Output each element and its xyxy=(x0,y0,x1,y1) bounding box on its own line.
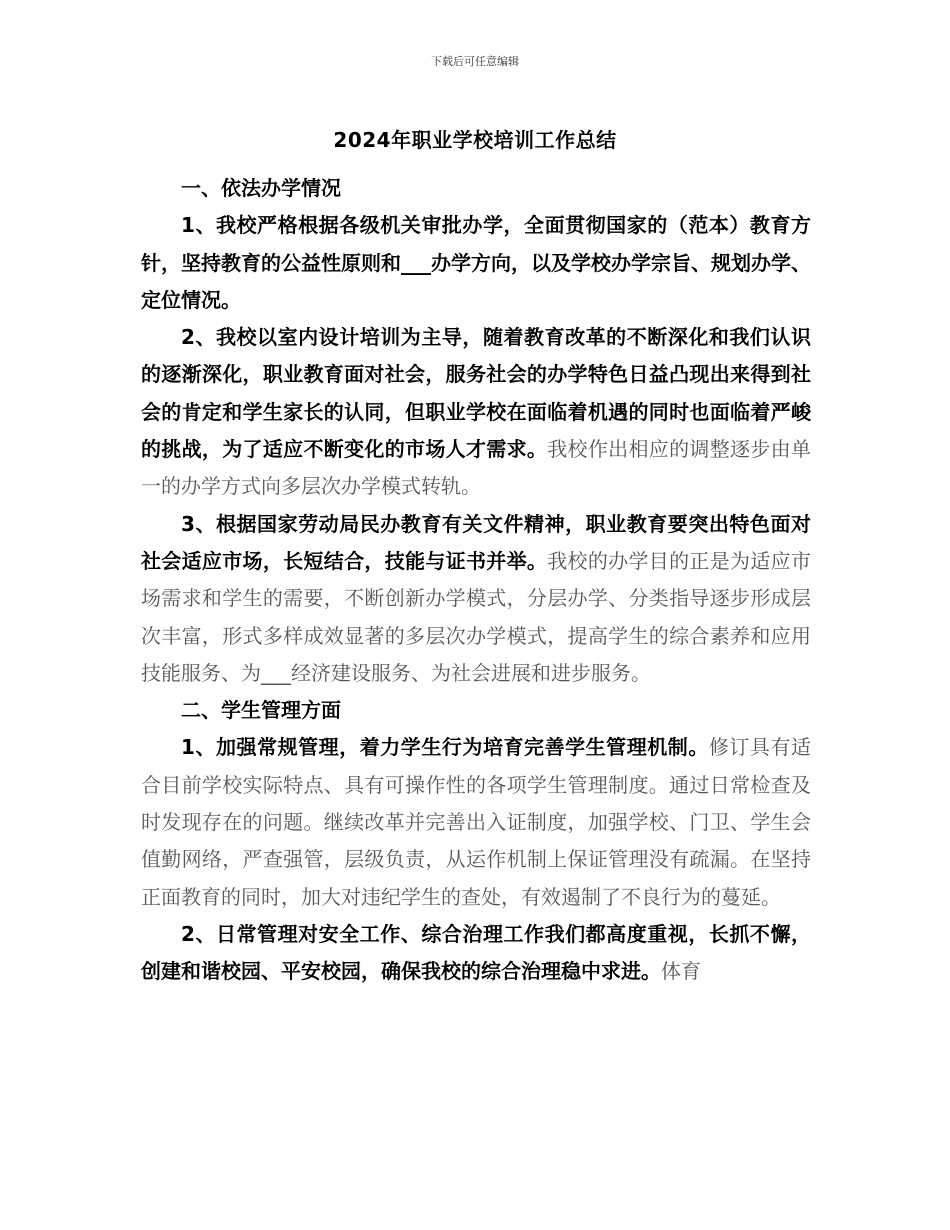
document-body xyxy=(141,170,811,991)
paragraph xyxy=(141,916,811,991)
paragraph-light-text: 体育 xyxy=(661,959,701,984)
section-heading: 一、依法办学情况 xyxy=(181,176,341,200)
section-heading: 二、学生管理方面 xyxy=(181,698,341,723)
document-title: 2024年职业学校培训工作总结 xyxy=(333,128,617,152)
paragraph-light-text: 修订具有适合目前学校实际特点、具有可操作性的各项学生管理制度。通过日常检查及时发现存在的问题。继续改革并完善出入证制度，加强学校、门卫、学生会值勤网络，严查强管，层级负责，从运作机制上保证管理没有疏漏。在坚持正面教育的同时，加大对违纪学生的查处，有效遏制了不良行为的蔓延。 xyxy=(141,735,812,909)
paragraph-strong-text: 1、我校严格根据各级机关审批办学，全面贯彻国家的（范本）教育方针，坚持教育的公益性原则和___办学方向，以及学校办学宗旨、规划办学、定位情况。 xyxy=(141,213,811,312)
paragraph-light-text: 我校作出相应的调整逐步由单一的办学方式向多层次办学模式转轨。 xyxy=(141,437,811,499)
paragraph-strong-text: 1、加强常规管理，着力学生行为培育完善学生管理机制。 xyxy=(181,735,709,760)
header-note: 下载后可任意编辑 xyxy=(431,55,519,68)
paragraph-strong-text: 2、日常管理对安全工作、综合治理工作我们都高度重视，长抓不懈，创建和谐校园、平安校园，确保我校的综合治理稳中求进。 xyxy=(141,921,811,984)
paragraph xyxy=(141,207,811,319)
paragraph xyxy=(141,319,811,505)
paragraph-strong-text: 2、我校以室内设计培训为主导，随着教育改革的不断深化和我们认识的逐渐深化，职业教育面对社会，服务社会的办学特色日益凸现出来得到社会的肯定和学生家长的认同，但职业学校在面临着机遇的同时也面临着严峻的挑战，为了适应不断变化的市场人才需求。 xyxy=(141,325,811,462)
paragraph xyxy=(141,729,811,915)
paragraph xyxy=(141,506,811,692)
paragraph-light-text: 我校的办学目的正是为适应市场需求和学生的需要，不断创新办学模式，分层办学、分类指导逐步形成层次丰富，形式多样成效显著的多层次办学模式，提高学生的综合素养和应用技能服务、为___经济建设服务、为社会进展和进步服务。 xyxy=(141,548,811,685)
paragraph-strong-text: 3、根据国家劳动局民办教育有关文件精神，职业教育要突出特色面对社会适应市场，长短结合，技能与证书并举。 xyxy=(141,511,811,573)
